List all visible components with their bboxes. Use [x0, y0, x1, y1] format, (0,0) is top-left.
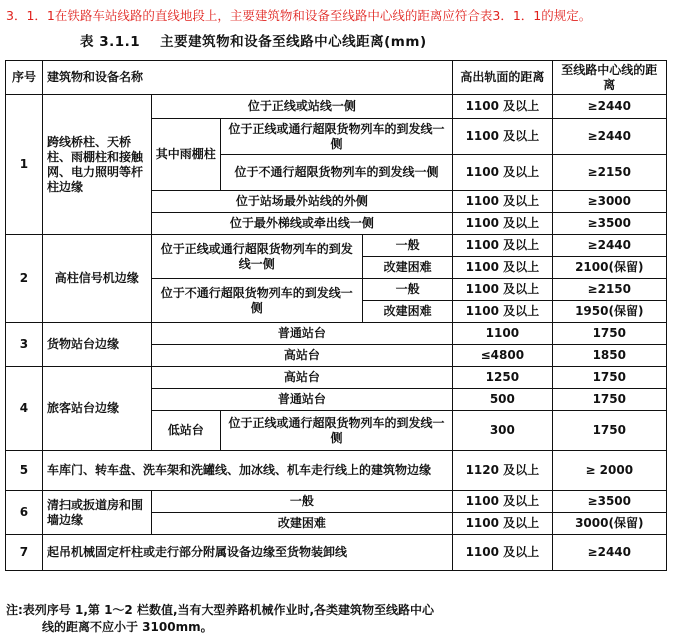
group-cell: 跨线桥柱、天桥柱、雨棚柱和接触网、电力照明等杆柱边缘	[42, 95, 151, 235]
seq-cell: 6	[6, 491, 43, 535]
distance-cell: 2100(保留)	[552, 257, 666, 279]
table-number: 表 3.1.1	[80, 34, 141, 50]
distance-cell: ≥2440	[552, 119, 666, 155]
seq-cell: 5	[6, 451, 43, 491]
table-title: 主要建筑物和设备至线路中心线距离(mm)	[160, 34, 427, 50]
distance-cell: ≥2440	[552, 95, 666, 119]
table-row	[6, 535, 667, 571]
seq-cell: 4	[6, 367, 43, 451]
distance-cell: 1750	[552, 389, 666, 411]
header-name: 建筑物和设备名称	[42, 61, 452, 95]
seq-cell: 3	[6, 323, 43, 367]
height-cell: 1100 及以上	[453, 213, 552, 235]
distance-cell: ≥2150	[552, 279, 666, 301]
distance-cell: 1750	[552, 367, 666, 389]
height-cell: 300	[453, 411, 552, 451]
height-cell: 1100 及以上	[453, 191, 552, 213]
height-cell: 1100 及以上	[453, 301, 552, 323]
desc-cell: 普通站台	[151, 323, 453, 345]
height-cell: 1100 及以上	[453, 235, 552, 257]
group-cell: 高柱信号机边缘	[42, 235, 151, 323]
sub-cell: 一般	[363, 235, 453, 257]
height-cell: 1120 及以上	[453, 451, 552, 491]
table-row	[6, 367, 667, 389]
seq-cell: 1	[6, 95, 43, 235]
note-line-2: 线的距离不应小于 3100mm。	[42, 620, 213, 634]
sub-cell: 改建困难	[363, 301, 453, 323]
distance-cell: ≥2150	[552, 155, 666, 191]
group-cell: 旅客站台边缘	[42, 367, 151, 451]
distance-cell: ≥ 2000	[552, 451, 666, 491]
desc-cell: 位于不通行超限货物列车的到发线一侧	[151, 279, 362, 323]
seq-cell: 7	[6, 535, 43, 571]
distance-cell: 1750	[552, 411, 666, 451]
height-cell: 1100	[453, 323, 552, 345]
sub-group-cell: 其中雨棚柱	[151, 119, 220, 191]
intro-paragraph: 3．1．1在铁路车站线路的直线地段上，主要建筑物和设备至线路中心线的距离应符合表3．1．1的规定。	[6, 8, 592, 23]
table-note	[6, 602, 666, 636]
table-row	[6, 235, 667, 257]
height-cell: 1100 及以上	[453, 155, 552, 191]
desc-cell: 位于不通行超限货物列车的到发线一侧	[220, 155, 452, 191]
header-seq: 序号	[6, 61, 43, 95]
height-cell: 1250	[453, 367, 552, 389]
desc-cell: 位于正线或通行超限货物列车的到发线一侧	[151, 235, 362, 279]
group-cell: 清扫或扳道房和围墙边缘	[42, 491, 151, 535]
height-cell: ≤4800	[453, 345, 552, 367]
header-height: 高出轨面的距离	[453, 61, 552, 95]
distance-cell: 1950(保留)	[552, 301, 666, 323]
height-cell: 1100 及以上	[453, 491, 552, 513]
group-cell: 货物站台边缘	[42, 323, 151, 367]
sub-group-cell: 低站台	[151, 411, 220, 451]
height-cell: 1100 及以上	[453, 95, 552, 119]
distance-cell: 3000(保留)	[552, 513, 666, 535]
desc-cell: 高站台	[151, 345, 453, 367]
desc-cell: 位于正线或通行超限货物列车的到发线一侧	[220, 119, 452, 155]
distance-cell: 1850	[552, 345, 666, 367]
distance-cell: ≥3500	[552, 213, 666, 235]
height-cell: 1100 及以上	[453, 535, 552, 571]
distance-cell: 1750	[552, 323, 666, 345]
header-distance: 至线路中心线的距离	[552, 61, 666, 95]
height-cell: 1100 及以上	[453, 513, 552, 535]
distance-cell: ≥3000	[552, 191, 666, 213]
distance-cell: ≥3500	[552, 491, 666, 513]
desc-cell: 车库门、转车盘、洗车架和洗罐线、加冰线、机车走行线上的建筑物边缘	[42, 451, 452, 491]
table-caption	[80, 30, 427, 50]
table-row	[6, 95, 667, 119]
distance-table	[5, 60, 667, 571]
desc-cell: 位于正线或站线一侧	[151, 95, 453, 119]
desc-cell: 改建困难	[151, 513, 453, 535]
height-cell: 1100 及以上	[453, 119, 552, 155]
desc-cell: 起吊机械固定杆柱或走行部分附属设备边缘至货物装卸线	[42, 535, 452, 571]
distance-cell: ≥2440	[552, 235, 666, 257]
sub-cell: 一般	[363, 279, 453, 301]
height-cell: 1100 及以上	[453, 279, 552, 301]
table-row	[6, 451, 667, 491]
desc-cell: 位于最外梯线或牵出线一侧	[151, 213, 453, 235]
height-cell: 1100 及以上	[453, 257, 552, 279]
table-row	[6, 323, 667, 345]
note-line-1: 注:表列序号 1,第 1～2 栏数值,当有大型养路机械作业时,各类建筑物至线路中心	[6, 603, 435, 617]
table-row	[6, 491, 667, 513]
height-cell: 500	[453, 389, 552, 411]
desc-cell: 普通站台	[151, 389, 453, 411]
desc-cell: 位于正线或通行超限货物列车的到发线一侧	[220, 411, 452, 451]
seq-cell: 2	[6, 235, 43, 323]
desc-cell: 高站台	[151, 367, 453, 389]
sub-cell: 改建困难	[363, 257, 453, 279]
desc-cell: 位于站场最外站线的外侧	[151, 191, 453, 213]
distance-cell: ≥2440	[552, 535, 666, 571]
desc-cell: 一般	[151, 491, 453, 513]
header-row	[6, 61, 667, 95]
